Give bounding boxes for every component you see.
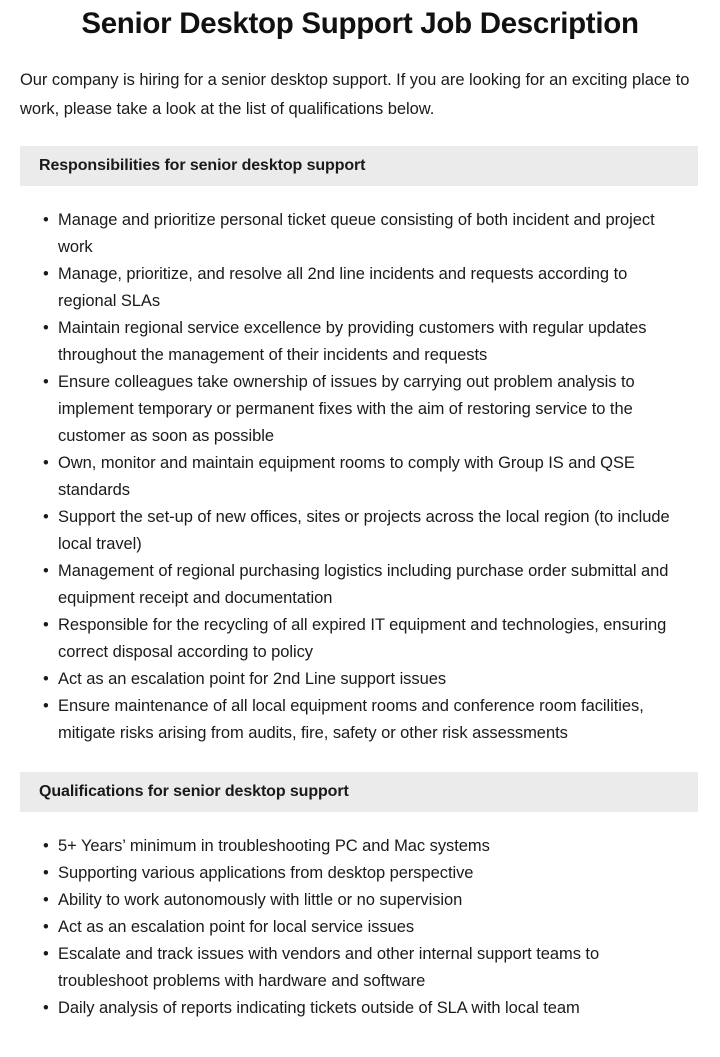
list-item: • Manage and prioritize personal ticket queue consisting of both incident and project work xyxy=(0,207,720,261)
list-item: • Support the set-up of new offices, sites or projects across the local region (to include local travel) xyxy=(0,504,720,558)
qualifications-list xyxy=(0,812,720,1022)
section-header-qualifications xyxy=(20,772,698,812)
section-responsibilities xyxy=(0,146,720,747)
list-item: • Act as an escalation point for 2nd Line support issues xyxy=(0,666,720,693)
list-item: • Ensure maintenance of all local equipment rooms and conference room facilities, mitigate risks arising from audits, fire, safety or other risk assessments xyxy=(0,693,720,747)
section-qualifications xyxy=(0,772,720,1022)
list-item: • Supporting various applications from desktop perspective xyxy=(0,860,720,887)
list-item: • Ensure colleagues take ownership of issues by carrying out problem analysis to implement temporary or permanent fixes with the aim of restoring service to the customer as soon as possible xyxy=(0,369,720,450)
list-item: • 5+ Years’ minimum in troubleshooting PC and Mac systems xyxy=(0,833,720,860)
section-header-responsibilities xyxy=(20,146,698,186)
list-item: • Act as an escalation point for local service issues xyxy=(0,914,720,941)
intro-paragraph: Our company is hiring for a senior desktop support. If you are looking for an exciting place to work, please take a look at the list of qualifications below. xyxy=(20,71,690,118)
section-heading-label: Responsibilities for senior desktop support xyxy=(39,157,366,174)
list-item: • Maintain regional service excellence by providing customers with regular updates throughout the management of their incidents and requests xyxy=(0,315,720,369)
list-item: • Ability to work autonomously with little or no supervision xyxy=(0,887,720,914)
list-item: • Manage, prioritize, and resolve all 2nd line incidents and requests according to regional SLAs xyxy=(0,261,720,315)
list-item: • Responsible for the recycling of all expired IT equipment and technologies, ensuring correct disposal according to policy xyxy=(0,612,720,666)
page-title: Senior Desktop Support Job Description xyxy=(81,7,639,40)
list-item: • Daily analysis of reports indicating tickets outside of SLA with local team xyxy=(0,995,720,1022)
section-heading-label: Qualifications for senior desktop support xyxy=(39,783,349,800)
list-item: • Management of regional purchasing logistics including purchase order submittal and equipment receipt and documentation xyxy=(0,558,720,612)
responsibilities-list xyxy=(0,186,720,747)
list-item: • Escalate and track issues with vendors and other internal support teams to troubleshoot problems with hardware and software xyxy=(0,941,720,995)
list-item: • Own, monitor and maintain equipment rooms to comply with Group IS and QSE standards xyxy=(0,450,720,504)
